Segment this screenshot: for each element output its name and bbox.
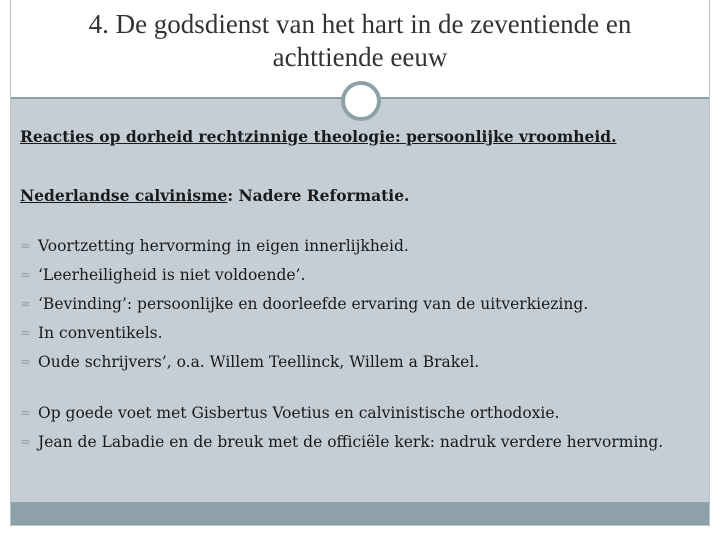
heading-calvinisme-rest: : Nadere Reformatie. xyxy=(227,186,410,205)
heading-reacties xyxy=(20,127,617,146)
wave-bullet-icon: ≈ xyxy=(20,355,31,370)
list-item xyxy=(20,322,588,351)
heading-calvinisme-underlined: Nederlandse calvinisme xyxy=(20,186,228,205)
list-item-text: Oude schrijvers’, o.a. Willem Teellinck, Willem a Brakel. xyxy=(38,353,480,371)
bullet-list-2 xyxy=(20,402,663,460)
list-item xyxy=(20,431,663,460)
list-item xyxy=(20,235,588,264)
heading-reacties-text: Reacties op dorheid rechtzinnige theologie: persoonlijke vroomheid. xyxy=(20,127,617,146)
list-item-text: ‘Leerheiligheid is niet voldoende’. xyxy=(38,266,306,284)
wave-bullet-icon: ≈ xyxy=(20,435,31,450)
bullet-list-1 xyxy=(20,235,588,380)
slide-title-line-2: achttiende eeuw xyxy=(272,42,448,72)
list-item xyxy=(20,293,588,322)
heading-nederlandse-calvinisme xyxy=(20,186,409,205)
list-item xyxy=(20,264,588,293)
wave-bullet-icon: ≈ xyxy=(20,406,31,421)
wave-bullet-icon: ≈ xyxy=(20,239,31,254)
list-item-text: In conventikels. xyxy=(38,324,163,342)
list-item-text: Jean de Labadie en de breuk met de officiële kerk: nadruk verdere hervorming. xyxy=(38,433,664,451)
wave-bullet-icon: ≈ xyxy=(20,297,31,312)
list-item xyxy=(20,402,663,431)
slide-title-line-1: 4. De godsdienst van het hart in de zeventiende en xyxy=(88,9,632,39)
list-item xyxy=(20,351,588,380)
footer-bar xyxy=(11,502,709,525)
slide-title xyxy=(11,8,709,74)
divider-circle-icon xyxy=(341,81,381,121)
list-item-text: ‘Bevinding’: persoonlijke en doorleefde ervaring van de uitverkiezing. xyxy=(38,295,589,313)
list-item-text: Op goede voet met Gisbertus Voetius en calvinistische orthodoxie. xyxy=(38,404,560,422)
wave-bullet-icon: ≈ xyxy=(20,326,31,341)
wave-bullet-icon: ≈ xyxy=(20,268,31,283)
list-item-text: Voortzetting hervorming in eigen innerlijkheid. xyxy=(38,237,409,255)
